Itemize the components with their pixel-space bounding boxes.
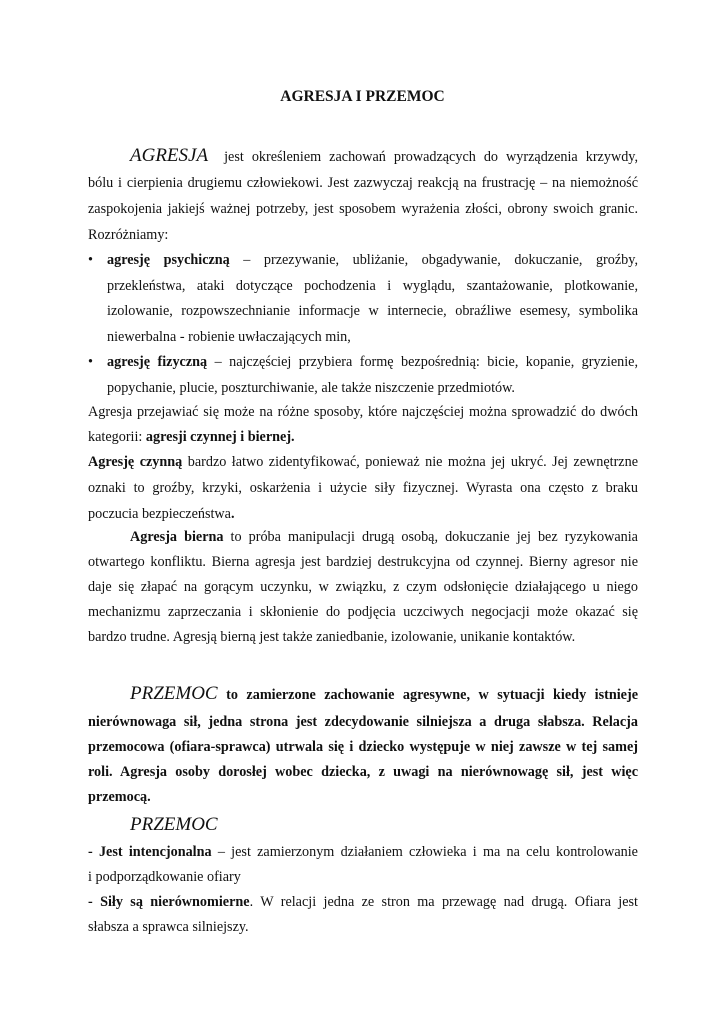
violence-line-5: przemocą. (88, 789, 151, 805)
violence-text-1: to zamierzone zachowanie agresywne, w sytuacji kiedy istnieje (226, 687, 638, 703)
intro-line-4: Rozróżniamy: (88, 227, 169, 243)
forms-line-1: Agresja przejawiać się może na różne sposoby, które najczęściej można sprowadzić do dwóch (88, 404, 638, 420)
list-item (88, 248, 638, 350)
forms-text-2: kategorii: (88, 429, 146, 445)
bullet-1-line-2: przekleństwa, ataki dotyczące pochodzenia i wyglądu, szantażowanie, plotkowanie, (107, 277, 638, 294)
bullet-2-text-1: – najczęściej przybiera formę bezpośrednią: bicie, kopanie, gryzienie, (214, 354, 639, 370)
bullet-1-line-3: izolowanie, rozpowszechnianie informacje w internecie, obraźliwe esemesy, symbolika (107, 303, 638, 319)
aggression-types-list (88, 248, 638, 401)
passive-line-2: otwartego konfliktu. Bierna agresja jest bardziej destrukcyjna od czynnej. Bierny agresor nie (88, 554, 638, 570)
violence-line-2: nierównowaga sił, jedna strona jest zdecydowanie silniejsza a druga słabsza. Relacja (88, 714, 638, 730)
active-line-3 (88, 502, 638, 528)
active-period: . (230, 506, 235, 522)
bullet-2-line-2: popychanie, plucie, poszturchiwanie, ale także niszczenie przedmiotów. (107, 379, 515, 396)
przemoc-heading: PRZEMOC (130, 814, 218, 835)
violence-line-3: przemocowa (ofiara-sprawca) utrwala się i dziecko występuje w niej zawsze w tej samej (88, 739, 638, 755)
active-line-2: oznaki to groźby, krzyki, oskarżenia i użycie siły fizycznej. Wyrasta ona często z braku (88, 480, 638, 496)
violence-line-4: roli. Agresja osoby dorosłej wobec dziecka, z uwagi na nierównowagę sił, jest więc (88, 764, 638, 780)
bullet-1-term: agresję psychiczną (107, 252, 230, 268)
unequal-text-1: . W relacji jedna ze stron ma przewagę nad drugą. Ofiara jest (249, 894, 638, 910)
bullet-2-term: agresję fizyczną (107, 354, 208, 370)
passive-term: Agresja bierna (130, 529, 224, 545)
unequal-line-2: słabsza a sprawca silniejszy. (88, 919, 249, 935)
forms-line-2 (88, 425, 638, 451)
active-text-3: poczucia bezpieczeństwa (88, 506, 231, 522)
violence-line-1 (88, 681, 638, 709)
passive-line-1 (88, 525, 638, 551)
list-item (88, 350, 638, 401)
passive-text-1: to próba manipulacji drugą osobą, dokuczanie jej bez ryzykowania (223, 529, 638, 545)
forms-categories: agresji czynnej i biernej. (145, 429, 295, 445)
bullet-2-line-1 (107, 350, 638, 376)
passive-line-5: bardzo trudne. Agresją bierną jest także zaniedbanie, izolowanie, unikanie kontaktów. (88, 629, 576, 645)
active-line-1 (88, 450, 638, 476)
unequal-term: - Siły są nierównomierne (88, 894, 250, 910)
przemoc-heading-row (88, 812, 638, 840)
intentional-term: - Jest intencjonalna (88, 844, 212, 860)
intentional-line-1 (88, 840, 638, 866)
active-text-1: bardzo łatwo zidentyfikować, ponieważ nie można jej ukryć. Jej zewnętrzne (182, 454, 638, 470)
intro-line-3: zaspokojenia jakiejś ważnej potrzeby, jest sposobem wyrażenia złości, obrony swoich granic. (88, 201, 638, 217)
bullet-icon: • (88, 354, 93, 370)
agresja-term: AGRESJA (130, 145, 209, 166)
passive-line-4: mechanizmu zaprzeczania i skłonienie do podjęcia uczciwych negocjacji może okazać się (88, 604, 638, 620)
intro-text-1: jest określeniem zachowań prowadzących do wyrządzenia krzywdy, (224, 149, 639, 165)
active-term: Agresję czynną (88, 454, 183, 470)
bullet-1-text-1: – przezywanie, ubliżanie, obgadywanie, dokuczanie, groźby, (243, 252, 638, 268)
passive-line-3: daje się złapać na gorącym uczynku, w związku, z czym odsłonięcie działającego u niego (88, 579, 638, 595)
bullet-1-line-4: niewerbalna - robienie uwłaczających min, (107, 328, 351, 345)
page-title: AGRESJA I PRZEMOC (280, 88, 445, 105)
intro-line-1 (88, 143, 638, 171)
bullet-icon: • (88, 252, 93, 268)
intentional-line-2: i podporządkowanie ofiary (88, 869, 241, 885)
unequal-line-1 (88, 890, 638, 916)
intro-line-2: bólu i cierpienia drugiemu człowiekowi. Jest zazwyczaj reakcją na frustrację – na niemożność (88, 175, 638, 191)
intentional-text-1: – jest zamierzonym działaniem człowieka i ma na celu kontrolowanie (211, 844, 638, 860)
przemoc-term: PRZEMOC (130, 683, 218, 704)
bullet-1-line-1 (107, 248, 638, 274)
